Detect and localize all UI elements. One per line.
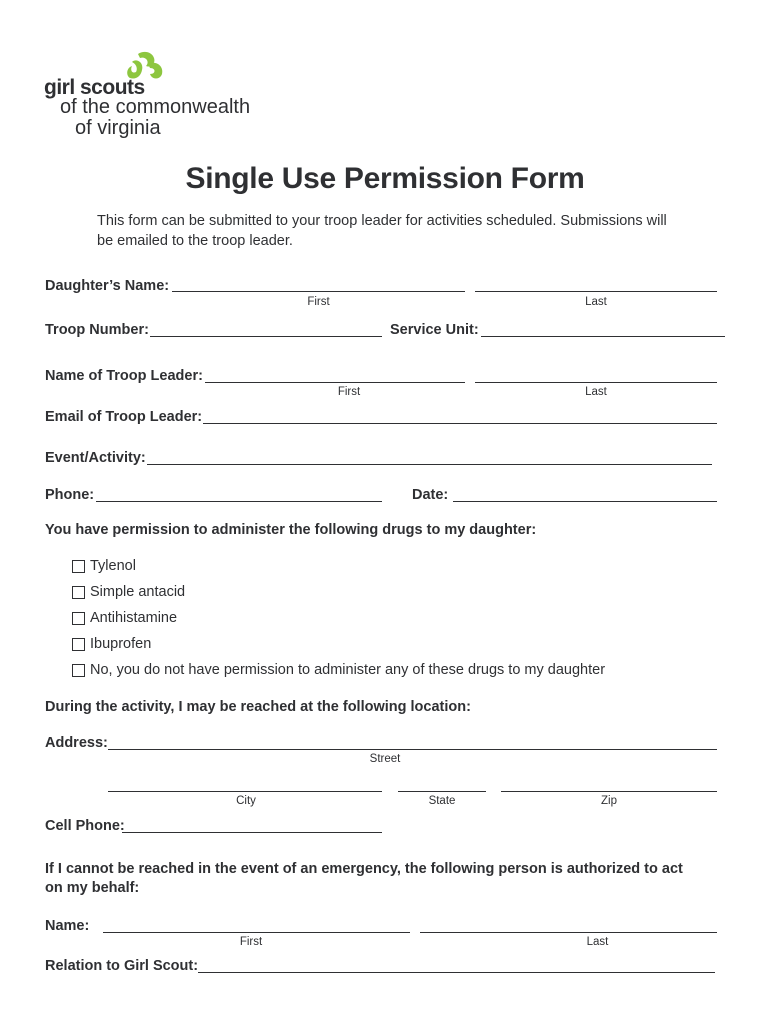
troop-leader-last-name-field[interactable] bbox=[475, 382, 717, 383]
ibuprofen-checkbox[interactable] bbox=[72, 638, 85, 651]
troop-leader-last-caption: Last bbox=[585, 386, 607, 398]
ibuprofen-label: Ibuprofen bbox=[90, 636, 152, 652]
state-field[interactable] bbox=[398, 791, 486, 792]
troop-number-field[interactable] bbox=[150, 336, 382, 337]
troop-leader-email-label: Email of Troop Leader: bbox=[45, 409, 203, 425]
antihistamine-label: Antihistamine bbox=[90, 610, 178, 626]
logo-text-virginia: of virginia bbox=[75, 117, 161, 139]
troop-leader-email-field[interactable] bbox=[203, 423, 717, 424]
street-field[interactable] bbox=[108, 749, 717, 750]
troop-leader-name-label: Name of Troop Leader: bbox=[45, 368, 203, 384]
phone-field[interactable] bbox=[96, 501, 382, 502]
zip-field[interactable] bbox=[501, 791, 717, 792]
emergency-last-name-field[interactable] bbox=[420, 932, 717, 933]
state-caption: State bbox=[428, 795, 456, 807]
address-label: Address: bbox=[45, 735, 108, 751]
daughter-last-name-field[interactable] bbox=[475, 291, 717, 292]
no-permission-checkbox[interactable] bbox=[72, 664, 85, 677]
relation-field[interactable] bbox=[198, 972, 715, 973]
simple-antacid-label: Simple antacid bbox=[90, 584, 186, 600]
tylenol-label: Tylenol bbox=[90, 558, 136, 574]
cell-phone-field[interactable] bbox=[122, 832, 382, 833]
troop-number-label: Troop Number: bbox=[45, 322, 149, 338]
cell-phone-label: Cell Phone: bbox=[45, 818, 125, 834]
phone-label: Phone: bbox=[45, 487, 95, 503]
city-field[interactable] bbox=[108, 791, 382, 792]
event-activity-field[interactable] bbox=[147, 464, 712, 465]
logo-text-girl-scouts: girl scouts bbox=[44, 76, 145, 99]
antihistamine-checkbox[interactable] bbox=[72, 612, 85, 625]
troop-leader-first-caption: First bbox=[337, 386, 361, 398]
emergency-first-name-field[interactable] bbox=[103, 932, 410, 933]
simple-antacid-checkbox[interactable] bbox=[72, 586, 85, 599]
emergency-first-caption: First bbox=[239, 936, 263, 948]
emergency-last-caption: Last bbox=[586, 936, 609, 948]
street-caption: Street bbox=[369, 753, 401, 765]
daughter-first-name-field[interactable] bbox=[172, 291, 465, 292]
daughter-name-label: Daughter’s Name: bbox=[45, 278, 170, 294]
drugs-question: You have permission to administer the following drugs to my daughter: bbox=[45, 522, 537, 538]
date-field[interactable] bbox=[453, 501, 717, 502]
intro-text: This form can be submitted to your troop leader for activities scheduled. Submissions will be emailed to the troop leader. bbox=[97, 213, 667, 249]
event-activity-label: Event/Activity: bbox=[45, 450, 146, 466]
emergency-question: If I cannot be reached in the event of an emergency, the following person is authorized to act on my behalf: bbox=[45, 861, 683, 896]
emergency-name-label: Name: bbox=[45, 918, 90, 934]
page-title: Single Use Permission Form bbox=[185, 162, 585, 195]
daughter-first-caption: First bbox=[307, 296, 330, 308]
zip-caption: Zip bbox=[601, 795, 617, 807]
service-unit-field[interactable] bbox=[481, 336, 725, 337]
city-caption: City bbox=[236, 795, 256, 807]
date-label: Date: bbox=[412, 487, 449, 503]
service-unit-label: Service Unit: bbox=[390, 322, 479, 338]
logo-text-commonwealth: of the commonwealth bbox=[60, 96, 251, 118]
no-permission-label: No, you do not have permission to administer any of these drugs to my daughter bbox=[90, 662, 606, 678]
location-question: During the activity, I may be reached at the following location: bbox=[45, 699, 471, 715]
daughter-last-caption: Last bbox=[585, 296, 607, 308]
relation-label: Relation to Girl Scout: bbox=[45, 958, 199, 974]
tylenol-checkbox[interactable] bbox=[72, 560, 85, 573]
troop-leader-first-name-field[interactable] bbox=[205, 382, 465, 383]
